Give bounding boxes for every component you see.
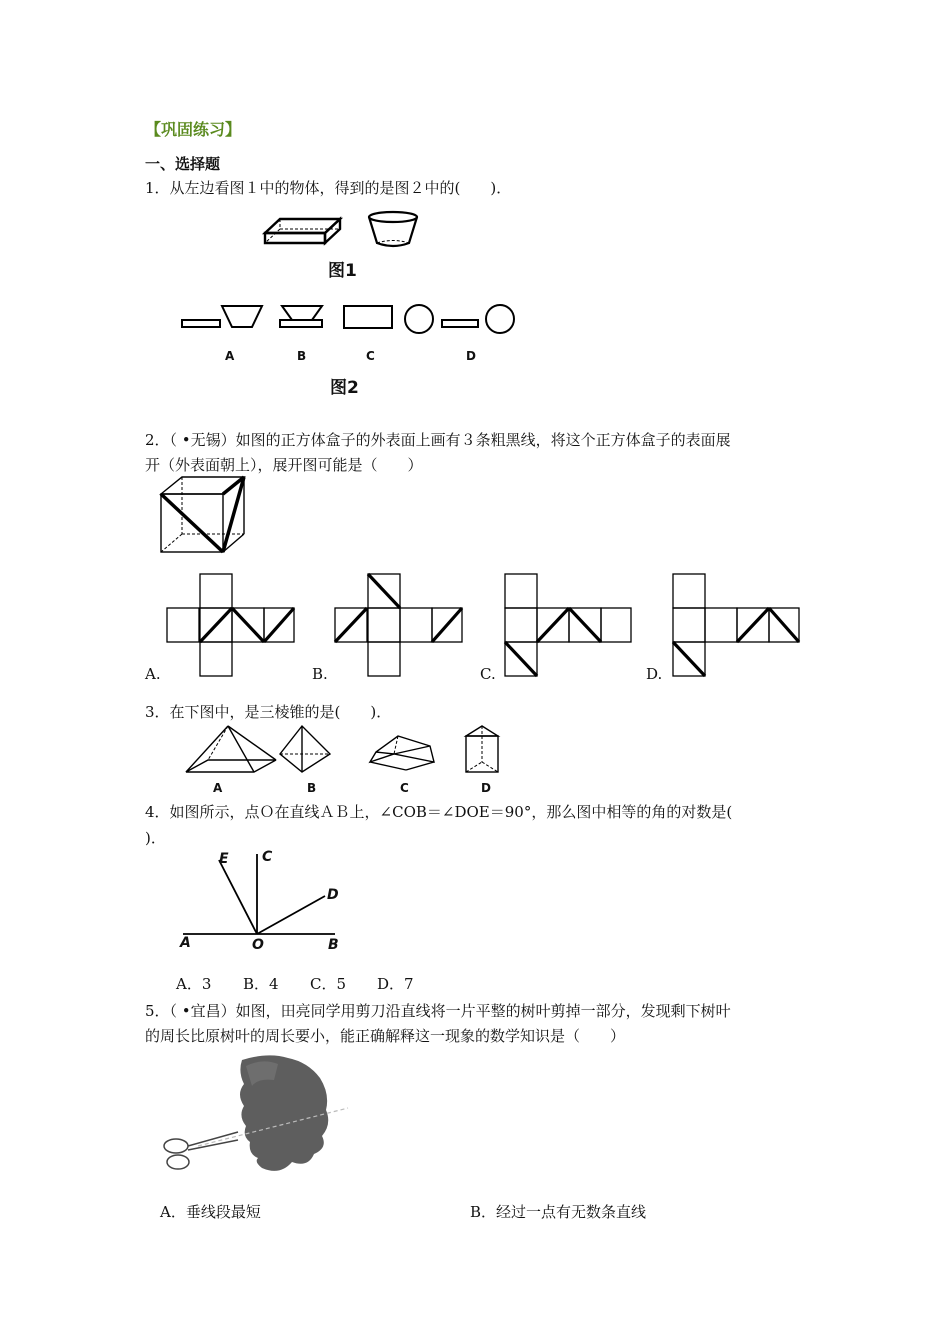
q1-label-b: B (297, 349, 307, 363)
q5-option-b: B．经过一点有无数条直线 (470, 1203, 647, 1221)
question-2-line-1: 2．（ •无锡）如图的正方体盒子的外表面上画有３条粗黑线，将这个正方体盒子的表面展 (145, 431, 731, 449)
q2-label-d: D. (646, 665, 663, 683)
question-4-line-1: 4．如图所示，点Ｏ在直线ＡＢ上，∠COB＝∠DOE＝90°，那么图中相等的角的对数是( (145, 803, 733, 821)
question-1-text: 1．从左边看图１中的物体，得到的是图２中的( )． (145, 179, 512, 197)
q2-net-c (504, 573, 634, 677)
q2-net-a (166, 573, 296, 677)
question-5-line-2: 的周长比原树叶的周长要小，能正确解释这一现象的数学知识是（ ） (145, 1027, 626, 1045)
point-label-b: B (328, 937, 339, 953)
q4-option-d: D．7 (377, 975, 414, 993)
question-2-line-2: 开（外表面朝上），展开图可能是（ ） (145, 456, 423, 474)
q3-solids (180, 722, 510, 778)
q2-net-b (334, 573, 464, 677)
question-4-line-2: )． (145, 829, 166, 847)
point-label-c: C (262, 849, 273, 865)
point-label-e: E (219, 851, 229, 867)
q5-leaf-scissors-figure (158, 1050, 354, 1190)
q2-label-b: B. (312, 665, 328, 683)
q3-label-b: B (307, 781, 317, 795)
figure-1-caption: 图1 (328, 261, 357, 281)
q4-option-c: C．5 (310, 975, 347, 993)
point-label-d: D (327, 887, 339, 903)
q2-label-a: A. (145, 665, 161, 683)
q4-option-b: B．4 (243, 975, 279, 993)
q3-label-c: C (400, 781, 409, 795)
question-5-line-1: 5．（ •宜昌）如图，田亮同学用剪刀沿直线将一片平整的树叶剪掉一部分，发现剩下树叶 (145, 1002, 731, 1020)
section-title: 【巩固练习】 (145, 120, 242, 139)
q1-label-d: D (466, 349, 476, 363)
q1-fig2-options (178, 300, 523, 340)
q2-label-c: C. (480, 665, 496, 683)
q3-label-a: A (213, 781, 223, 795)
part-title: 一、选择题 (145, 155, 221, 173)
q3-label-d: D (481, 781, 491, 795)
figure-2-caption: 图2 (330, 378, 359, 398)
q4-option-a: A．3 (176, 975, 212, 993)
q5-option-a: A．垂线段最短 (160, 1203, 261, 1221)
q1-label-c: C (366, 349, 375, 363)
q1-label-a: A (225, 349, 235, 363)
question-3-text: 3．在下图中，是三棱锥的是( )． (145, 703, 392, 721)
q1-fig1-objects (260, 205, 460, 255)
q2-net-d (672, 573, 802, 677)
q2-cube (158, 474, 250, 554)
point-label-o: O (252, 937, 264, 953)
point-label-a: A (180, 935, 191, 951)
